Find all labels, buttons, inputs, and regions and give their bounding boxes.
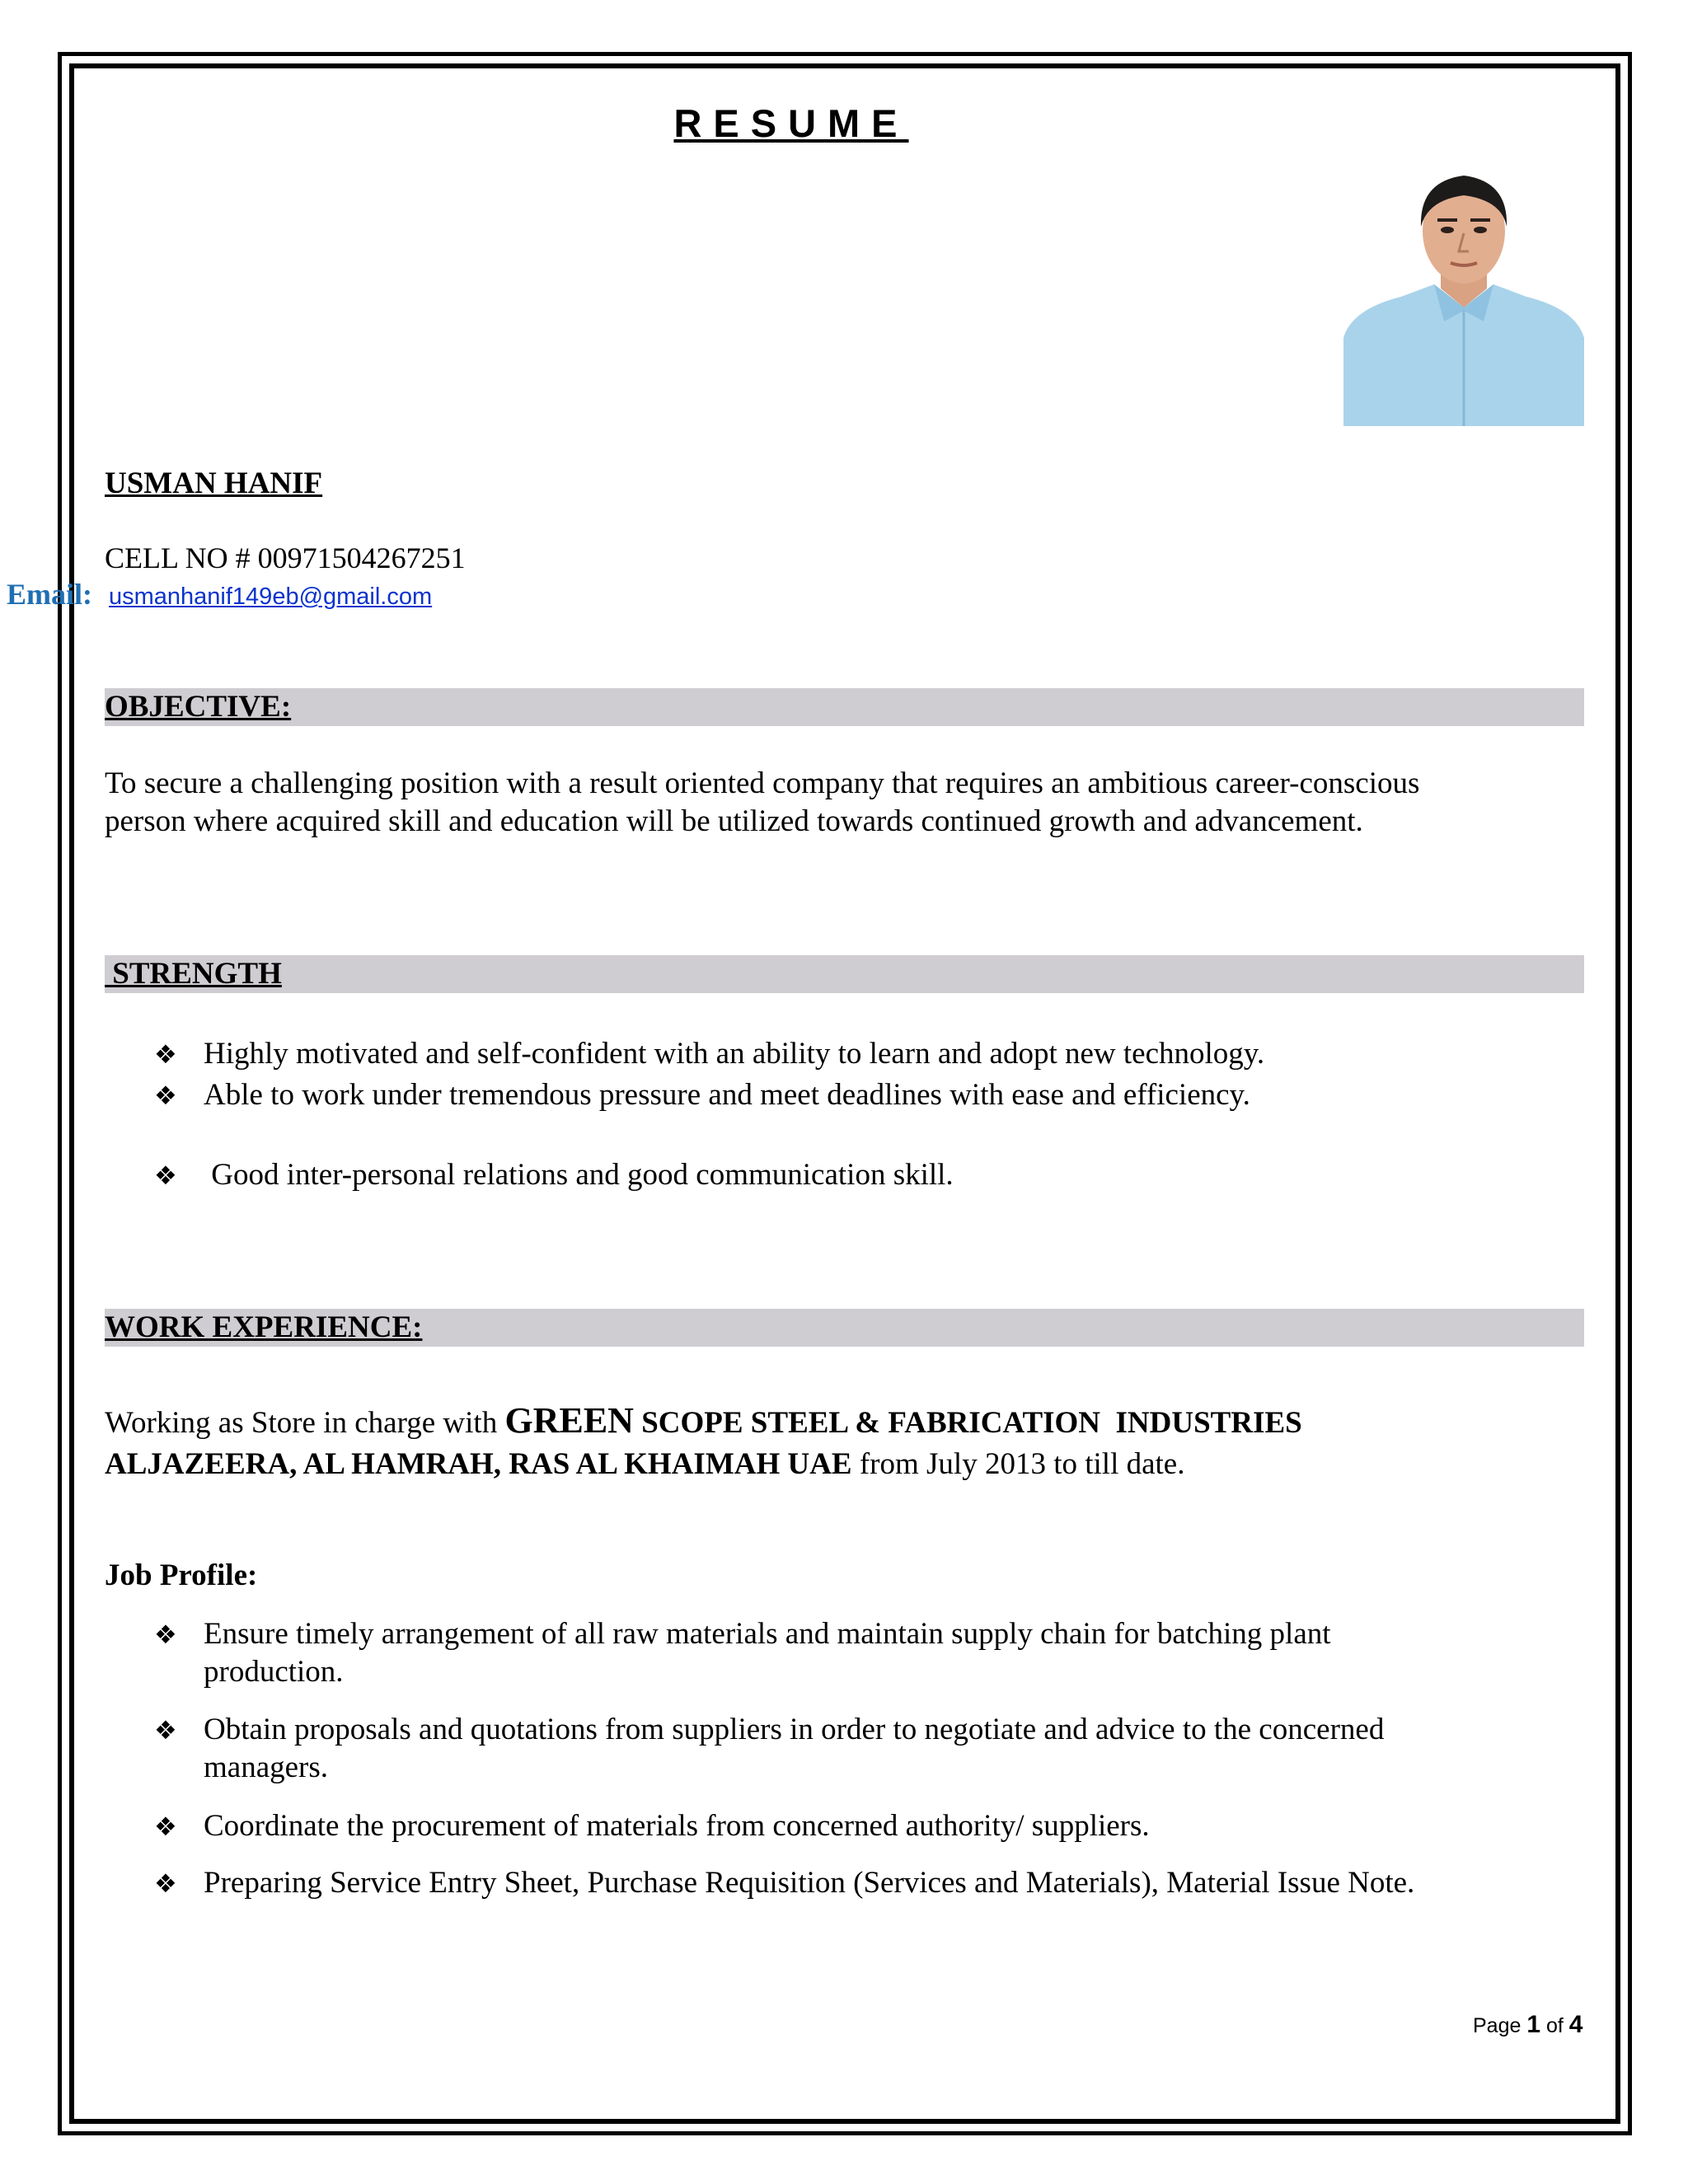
job-profile-item — [154, 1864, 1414, 1903]
email-label: Email: — [7, 578, 92, 611]
work-heading: WORK EXPERIENCE: — [105, 1310, 423, 1344]
job-profile-item — [154, 1615, 1440, 1691]
strength-item-text: Highly motivated and self-confident with an ability to learn and adopt new technology. — [204, 1037, 1265, 1071]
job-profile-item-text: Obtain proposals and quotations from suppliers in order to negotiate and advice to the concerned managers. — [204, 1713, 1385, 1784]
profile-photo — [1343, 161, 1584, 426]
cell-number: CELL NO # 00971504267251 — [105, 541, 466, 574]
strength-heading-bar — [105, 955, 1584, 993]
company-first-word: GREEN — [504, 1400, 634, 1441]
bullet-icon: ❖ — [154, 1161, 177, 1191]
page-word: Page — [1473, 2014, 1527, 2037]
page-number — [1473, 2011, 1582, 2039]
objective-line-1: To secure a challenging position with a result oriented company that requires an ambitious career-conscious — [105, 766, 1420, 800]
work-intro-line-2 — [105, 1446, 1184, 1483]
page-total: 4 — [1568, 2011, 1583, 2038]
bullet-icon: ❖ — [154, 1716, 177, 1746]
strength-item — [154, 1156, 954, 1195]
work-intro-line-1 — [105, 1402, 1302, 1442]
strength-item-text: Good inter-personal relations and good communication skill. — [204, 1158, 954, 1192]
objective-line-2: person where acquired skill and education will be utilized towards continued growth and advancement. — [105, 804, 1363, 838]
job-profile-item — [154, 1711, 1514, 1787]
bullet-icon: ❖ — [154, 1812, 177, 1842]
page-current: 1 — [1526, 2011, 1541, 2038]
company-name-rest: SCOPE STEEL & FABRICATION INDUSTRIES — [633, 1406, 1302, 1440]
job-profile-item-text: Preparing Service Entry Sheet, Purchase Requisition (Services and Materials), Material Issue Note. — [204, 1866, 1415, 1900]
strength-item-text: Able to work under tremendous pressure and meet deadlines with ease and efficiency. — [204, 1078, 1250, 1112]
job-profile-item-text: Ensure timely arrangement of all raw materials and maintain supply chain for batching plant production. — [204, 1617, 1331, 1689]
resume-title: RESUME — [673, 101, 909, 145]
strength-item — [154, 1035, 1264, 1074]
job-profile-item-text: Coordinate the procurement of materials from concerned authority/ suppliers. — [204, 1809, 1150, 1843]
work-dates: from July 2013 to till date. — [851, 1447, 1185, 1481]
bullet-icon: ❖ — [154, 1869, 177, 1899]
objective-heading: OBJECTIVE: — [105, 690, 292, 724]
bullet-icon: ❖ — [154, 1081, 177, 1111]
applicant-name: USMAN HANIF — [105, 466, 323, 500]
bullet-icon: ❖ — [154, 1620, 177, 1650]
company-location: ALJAZEERA, AL HAMRAH, RAS AL KHAIMAH UAE — [105, 1447, 852, 1481]
job-profile-heading: Job Profile: — [105, 1558, 258, 1592]
strength-item — [154, 1076, 1250, 1115]
bullet-icon: ❖ — [154, 1040, 177, 1070]
work-intro-prefix: Working as Store in charge with — [105, 1406, 505, 1440]
job-profile-item — [154, 1807, 1150, 1846]
page-of-word: of — [1540, 2014, 1569, 2037]
email-link[interactable]: usmanhanif149eb@gmail.com — [109, 583, 433, 610]
strength-heading: STRENGTH — [105, 957, 282, 991]
objective-heading-bar — [105, 688, 1584, 726]
